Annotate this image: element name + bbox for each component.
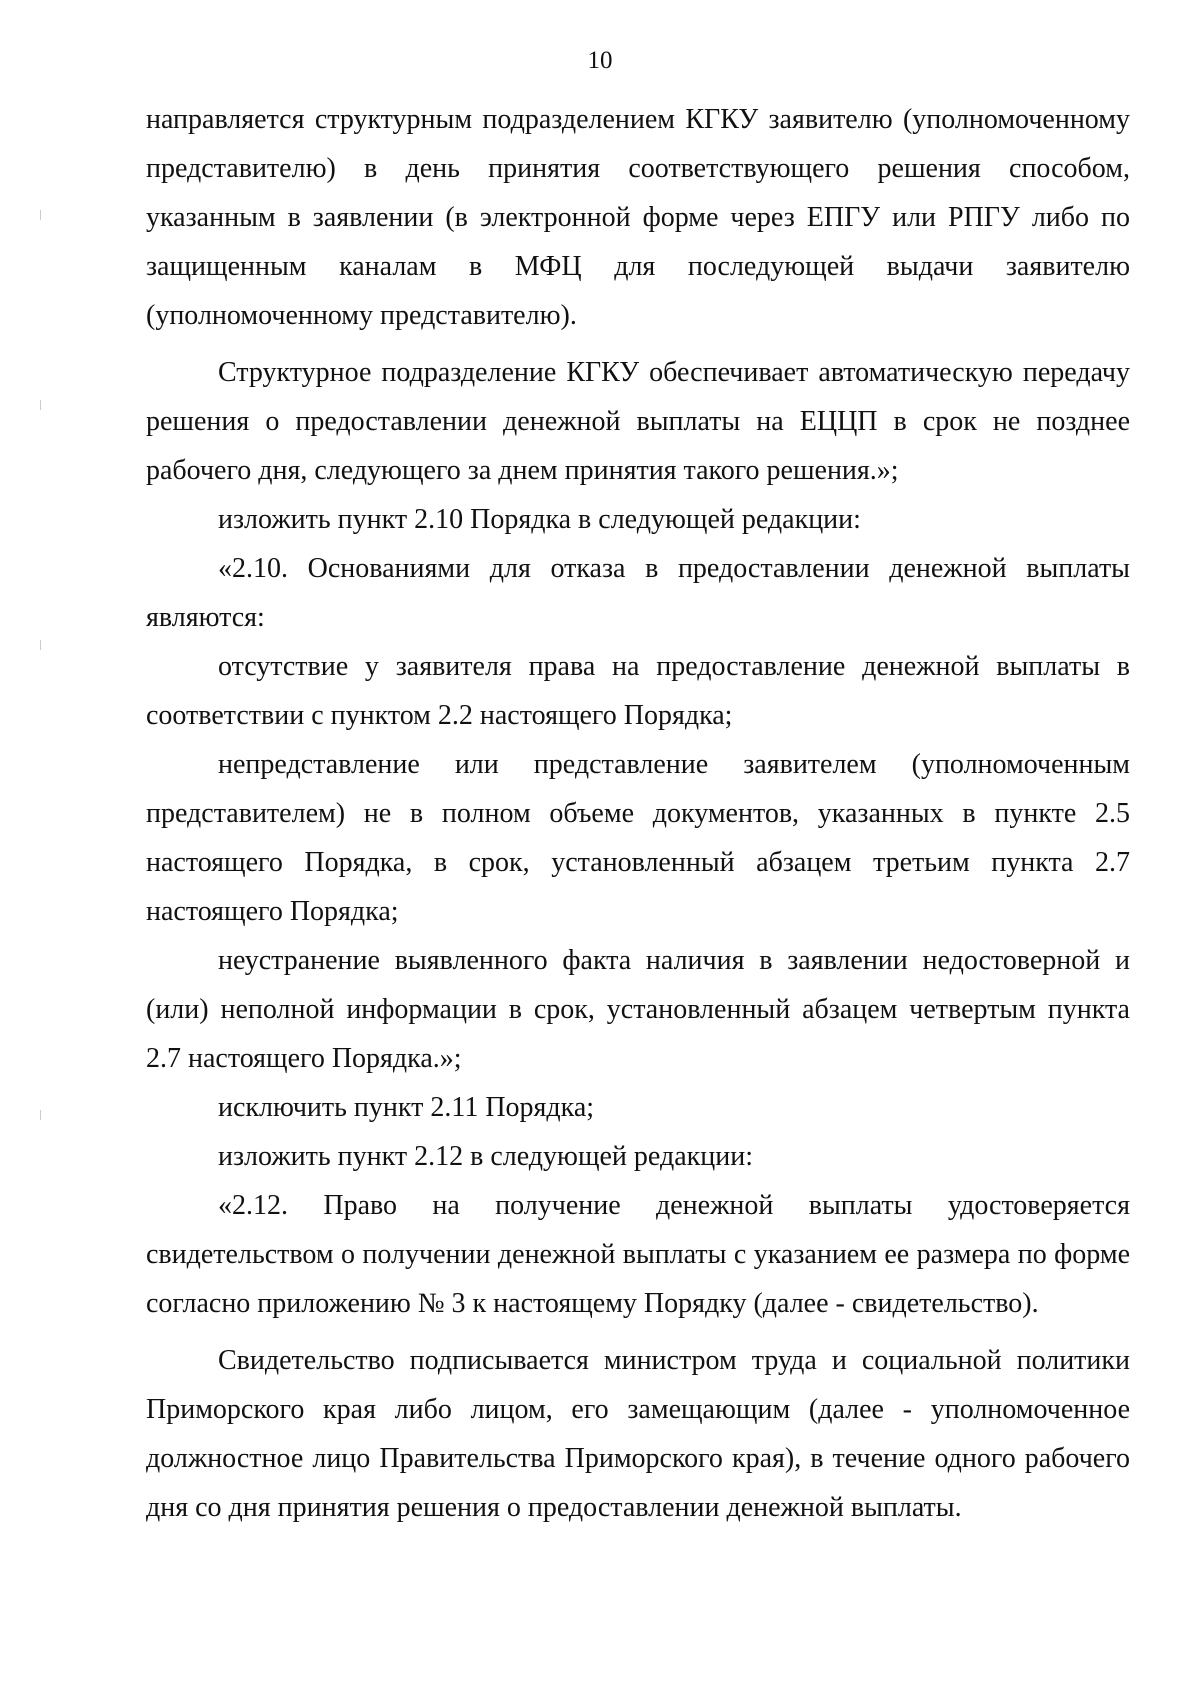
paragraph: Структурное подразделение КГКУ обеспечивает автоматическую передачу решения о предоставлении денежной выплаты на ЕЦЦП в срок не позднее рабочего дня, следующего за днем принятия такого решения.»; [146,357,1130,486]
page-number: 10 [587,47,613,74]
scan-mark [40,640,41,650]
paragraph: Свидетельство подписывается министром труда и социальной политики Приморского края либо лицом, его замещающим (далее - уполномоченное должностное лицо Правительства Приморского края), в течение одного рабочего дня со дня принятия решения о предоставлении денежной выплаты. [146,1345,1130,1523]
paragraph: неустранение выявленного факта наличия в заявлении недостоверной и (или) неполной информации в срок, установленный абзацем четвертым пункта 2.7 настоящего Порядка.»; [146,945,1130,1074]
paragraph: непредставление или представление заявителем (уполномоченным представителем) не в полном объеме документов, указанных в пункте 2.5 настоящего Порядка, в срок, установленный абзацем третьим пункта 2.7 настоящего Порядка; [146,749,1130,927]
paragraph: изложить пункт 2.10 Порядка в следующей редакции: [218,504,861,535]
paragraph-continuation: направляется структурным подразделением КГКУ заявителю (уполномоченному представителю) в день принятия соответствующего решения способом, указанным в заявлении (в электронной форме через ЕПГУ или РПГУ либо по защищенным каналам в МФЦ для последующей выдачи заявителю (уполномоченному представителю). [146,104,1130,331]
paragraph: «2.12. Право на получение денежной выплаты удостоверяется свидетельством о получении денежной выплаты с указанием ее размера по форме согласно приложению № 3 к настоящему Порядку (далее - свидетельство). [146,1190,1130,1319]
paragraph: «2.10. Основаниями для отказа в предоставлении денежной выплаты являются: [146,553,1130,633]
document-body [146,95,1130,1532]
scan-mark [40,1110,41,1120]
scan-mark [40,400,41,410]
paragraph: отсутствие у заявителя права на предоставление денежной выплаты в соответствии с пунктом 2.2 настоящего Порядка; [146,651,1130,731]
scan-mark [40,210,41,220]
paragraph: изложить пункт 2.12 в следующей редакции: [218,1141,753,1172]
paragraph: исключить пункт 2.11 Порядка; [218,1092,595,1123]
